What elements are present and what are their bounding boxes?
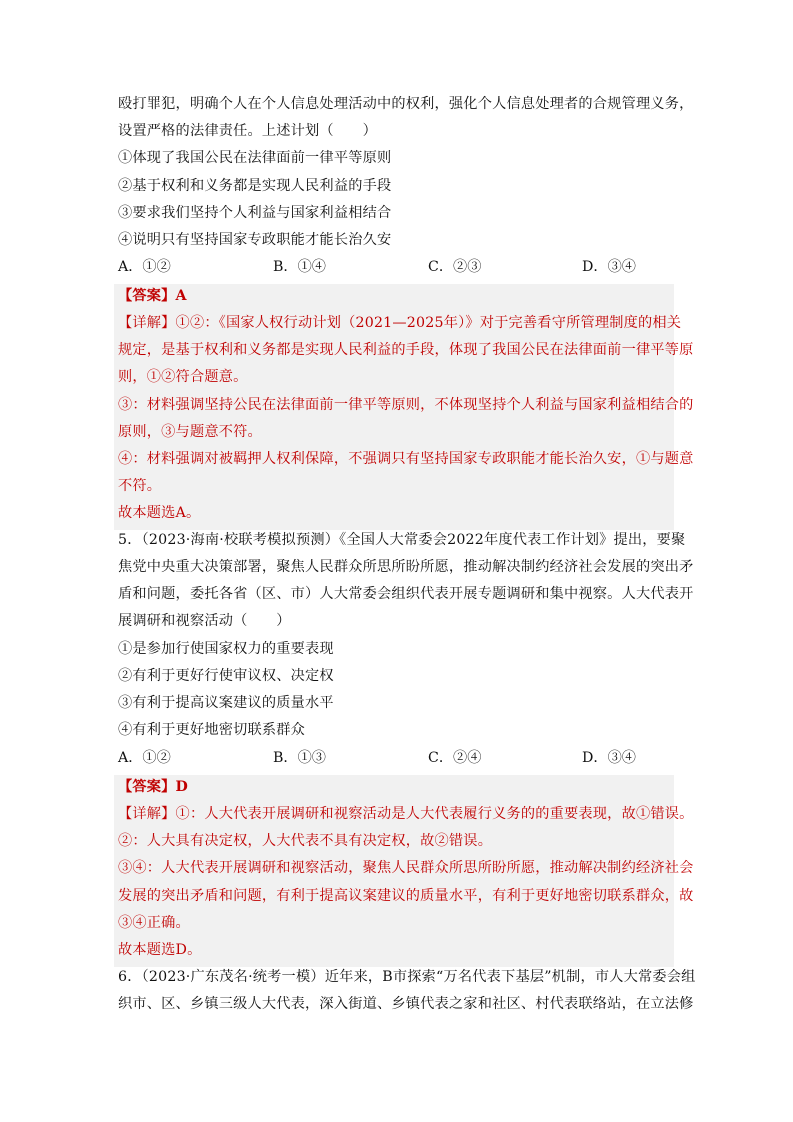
q5-text-line1: 5．（2023·海南·校联考模拟预测）《全国人大常委会2022年度代表工作计划》提出，要聚 <box>118 532 686 548</box>
q5-detail-line5: ③④正确。 <box>118 915 190 931</box>
q4-detail-line7: 不符。 <box>118 478 162 494</box>
q5-detail-line1: 【详解】①：人大代表开展调研和视察活动是人大代表履行义务的的重要表现，故①错误。 <box>118 806 694 822</box>
q4-statement-3: ③要求我们坚持个人利益与国家利益相结合 <box>118 205 392 221</box>
q4-text-line2: 设置严格的法律责任。上述计划（ ） <box>118 123 377 139</box>
q5-option-c: C．②④ <box>428 750 482 766</box>
q5-statement-3: ③有利于提高议案建议的质量水平 <box>118 695 334 711</box>
q5-statement-1: ①是参加行使国家权力的重要表现 <box>118 641 334 657</box>
q4-text-line1: 殴打罪犯，明确个人在个人信息处理活动中的权利，强化个人信息处理者的合规管理义务， <box>118 96 694 112</box>
q4-option-b: B．①④ <box>273 259 326 275</box>
q5-statement-4: ④有利于更好地密切联系群众 <box>118 722 306 738</box>
q4-answer: 【答案】A <box>118 288 187 304</box>
q4-statement-2: ②基于权利和义务都是实现人民利益的手段 <box>118 178 392 194</box>
q5-option-a: A．①② <box>118 750 171 766</box>
q4-statement-4: ④说明只有坚持国家专政职能才能长治久安 <box>118 232 392 248</box>
q4-detail-line4: ③：材料强调坚持公民在法律面前一律平等原则，不体现坚持个人利益与国家利益相结合的 <box>118 397 694 413</box>
q5-text-line4: 展调研和视察活动（ ） <box>118 613 291 629</box>
q6-text-line1: 6．（2023·广东茂名·统考一模）近年来，B市探索“万名代表下基层”机制，市人大常委会组 <box>118 969 696 985</box>
q4-detail-line1: 【详解】①②：《国家人权行动计划（2021—2025年）》对于完善看守所管理制度的相关 <box>118 315 682 331</box>
q5-answer: 【答案】D <box>118 779 189 795</box>
q4-detail-line5: 原则，③与题意不符。 <box>118 424 262 440</box>
q5-statement-2: ②有利于更好行使审议权、决定权 <box>118 668 334 684</box>
q4-detail-line3: 则，①②符合题意。 <box>118 369 248 385</box>
q5-text-line3: 盾和问题，委托各省（区、市）人大常委会组织代表开展专题调研和集中视察。人大代表开 <box>118 586 694 602</box>
q5-detail-line4: 发展的突出矛盾和问题，有利于提高议案建议的质量水平，有利于更好地密切联系群众，故 <box>118 888 694 904</box>
q5-text-line2: 焦党中央重大决策部署，聚焦人民群众所思所盼所愿，推动解决制约经济社会发展的突出矛 <box>118 559 694 575</box>
q5-option-d: D．③④ <box>582 750 636 766</box>
q5-conclusion: 故本题选D。 <box>118 942 202 958</box>
q4-conclusion: 故本题选A。 <box>118 505 201 521</box>
q5-detail-line3: ③④：人大代表开展调研和视察活动，聚焦人民群众所思所盼所愿，推动解决制约经济社会 <box>118 860 694 876</box>
q4-statement-1: ①体现了我国公民在法律面前一律平等原则 <box>118 150 392 166</box>
q5-option-b: B．①③ <box>273 750 326 766</box>
q4-detail-line6: ④：材料强调对被羁押人权利保障，不强调只有坚持国家专政职能才能长治久安，①与题意 <box>118 451 694 467</box>
q4-option-a: A．①② <box>118 259 171 275</box>
q4-option-d: D．③④ <box>582 259 636 275</box>
q4-detail-line2: 规定，是基于权利和义务都是实现人民利益的手段，体现了我国公民在法律面前一律平等原 <box>118 342 694 358</box>
q4-option-c: C．②③ <box>428 259 482 275</box>
q5-detail-line2: ②：人大具有决定权，人大代表不具有决定权，故②错误。 <box>118 833 493 849</box>
q6-text-line2: 织市、区、乡镇三级人大代表，深入街道、乡镇代表之家和社区、村代表联络站，在立法修 <box>118 996 694 1012</box>
